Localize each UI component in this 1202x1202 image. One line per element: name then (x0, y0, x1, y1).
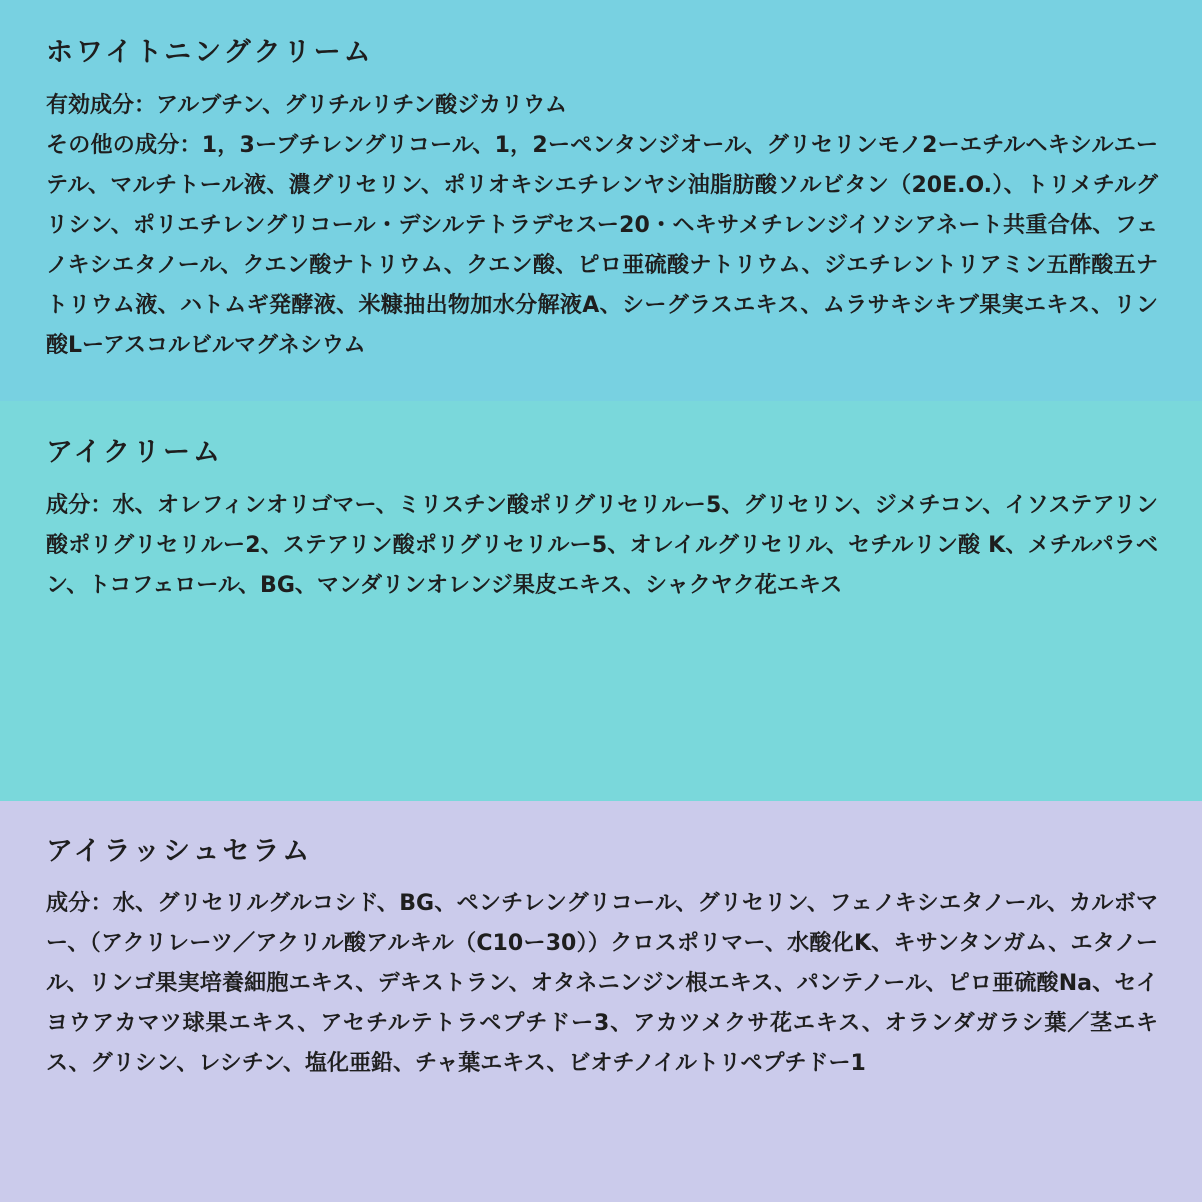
eyelash-serum-title: アイラッシュセラム (46, 836, 313, 867)
eyelash-serum-section (0, 801, 1202, 1202)
eyelash-serum-ingredients-text: 成分：水、グリセリルグルコシド、BG、ペンチレングリコール、グリセリン、フェノキシエタノール、カルボマー、（アクリレーツ／アクリル酸アルキル（C10ー30））クロスポリマー、水酸化K、キサンタンガム、エタノール、リンゴ果実培養細胞エキス、デキストラン、オタネニンジン根エキス、パンテノール、ピロ亜硫酸Na、セイヨウアカマツ球果エキス、アセチルテトラペプチドー3、アカツメクサ花エキス、オランダガラシ葉／茎エキス、グリシン、レシチン、塩化亜鉛、チャ葉エキス、ビオチノイルトリペプチドー1 (46, 891, 1158, 1076)
whitening-cream-section (0, 0, 1202, 401)
eye-cream-ingredients (46, 486, 1158, 606)
eye-cream-ingredients-text: 成分：水、オレフィンオリゴマー、ミリスチン酸ポリグリセリルー5、グリセリン、ジメチコン、イソステアリン酸ポリグリセリルー2、ステアリン酸ポリグリセリルー5、オレイルグリセリル、セチルリン酸 K、メチルパラベン、トコフェロール、BG、マンダリンオレンジ果皮エキス、シャクヤク花エキス (46, 493, 1158, 598)
eye-cream-section (0, 401, 1202, 801)
whitening-cream-ingredients (46, 86, 1158, 366)
active-ingredients-text: 有効成分：アルブチン、グリチルリチン酸ジカリウム (46, 93, 567, 118)
whitening-cream-title: ホワイトニングクリーム (46, 37, 374, 68)
eye-cream-title: アイクリーム (46, 437, 224, 468)
eyelash-serum-ingredients (46, 884, 1158, 1084)
other-ingredients-text: その他の成分：1，3ーブチレングリコール、1，2ーペンタンジオール、グリセリンモノ2ーエチルヘキシルエーテル、マルチトール液、濃グリセリン、ポリオキシエチレンヤシ油脂肪酸ソルビタン（20E.O.）、トリメチルグリシン、ポリエチレングリコール・デシルテトラデセスー20・ヘキサメチレンジイソシアネート共重合体、フェノキシエタノール、クエン酸ナトリウム、クエン酸、ピロ亜硫酸ナトリウム、ジエチレントリアミン五酢酸五ナトリウム液、ハトムギ発酵液、米糠抽出物加水分解液A、シーグラスエキス、ムラサキシキブ果実エキス、リン酸Lーアスコルビルマグネシウム (46, 133, 1158, 358)
